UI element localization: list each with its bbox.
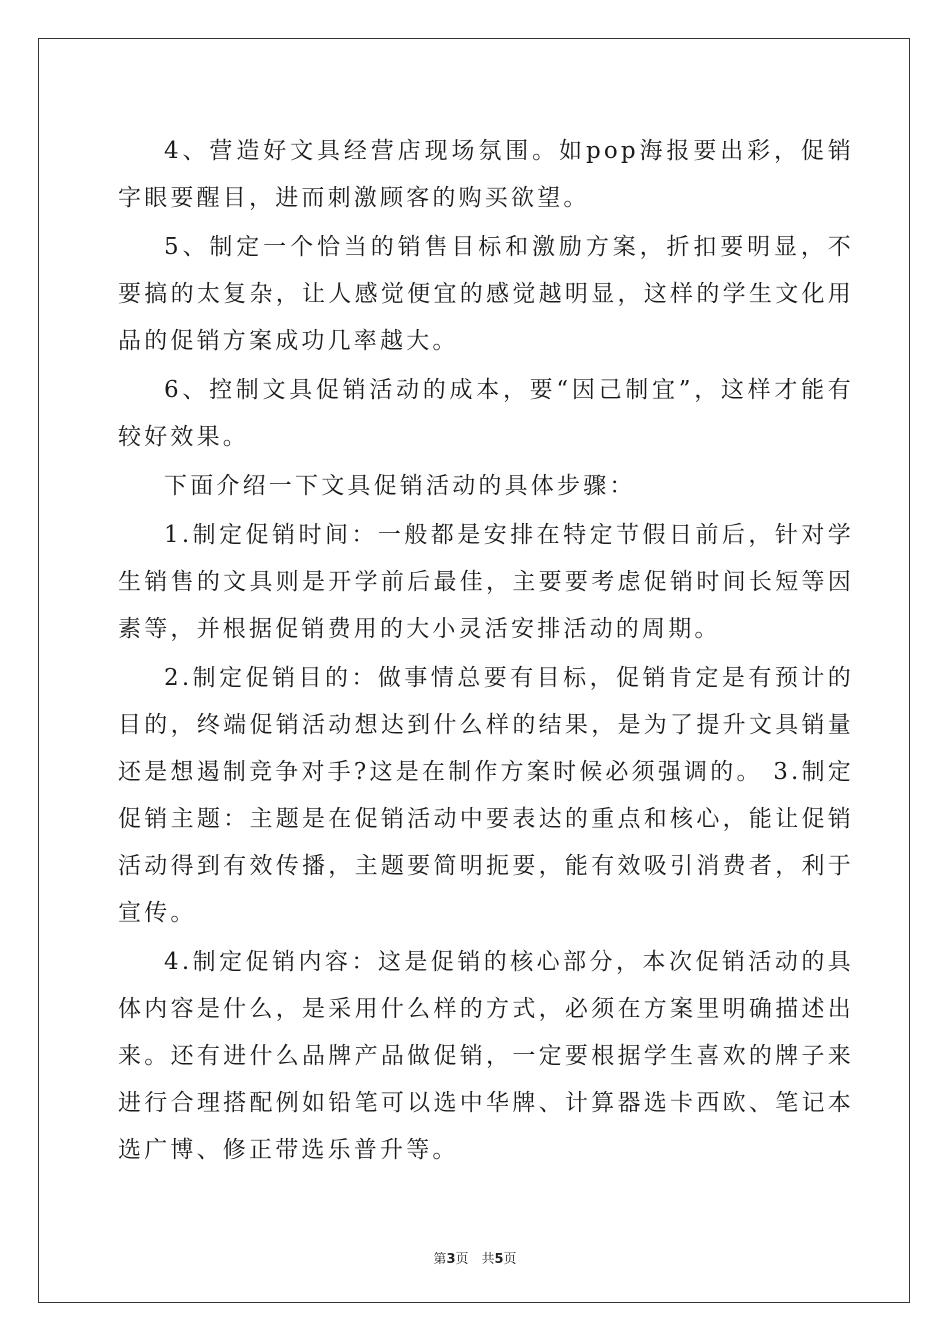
- paragraph-step-content: 4.制定促销内容：这是促销的核心部分，本次促销活动的具体内容是什么，是采用什么样的方式，必须在方案里明确描述出来。还有进什么品牌产品做促销，一定要根据学生喜欢的牌子来进行合理搭配例如铅笔可以选中华牌、计算器选卡西欧、笔记本选广博、修正带选乐普升等。: [118, 949, 854, 1163]
- paragraph-cost-control: 6、控制文具促销活动的成本，要“因己制宜”，这样才能有较好效果。: [118, 377, 854, 450]
- footer-total-pages: 5: [494, 1252, 504, 1267]
- document-body: [118, 128, 854, 1174]
- footer-current-page: 3: [446, 1252, 456, 1267]
- footer-prefix: 第: [433, 1252, 447, 1267]
- paragraph-steps-intro: 下面介绍一下文具促销活动的具体步骤：: [164, 473, 636, 499]
- paragraph-step-purpose-theme: 2.制定促销目的：做事情总要有目标，促销肯定是有预计的目的，终端促销活动想达到什么样的结果，是为了提升文具销量还是想遏制竞争对手?这是在制作方案时候必须强调的。 3.制定促销主题：主题是在促销活动中要表达的重点和核心，能让促销活动得到有效传播，主题要简明扼要，能有效吸引消费者，利于宣传。: [118, 665, 854, 926]
- page-footer: [0, 1248, 950, 1267]
- footer-suffix: 页: [503, 1252, 517, 1267]
- footer-mid: 页 共: [455, 1252, 495, 1267]
- paragraph-atmosphere: 4、营造好文具经营店现场氛围。如pop海报要出彩，促销字眼要醒目，进而刺激顾客的购买欲望。: [118, 138, 854, 211]
- paragraph-step-time: 1.制定促销时间：一般都是安排在特定节假日前后，针对学生销售的文具则是开学前后最佳，主要要考虑促销时间长短等因素等，并根据促销费用的大小灵活安排活动的周期。: [118, 522, 854, 642]
- paragraph-sales-target: 5、制定一个恰当的销售目标和激励方案，折扣要明显，不要搞的太复杂，让人感觉便宜的感觉越明显，这样的学生文化用品的促销方案成功几率越大。: [118, 234, 854, 354]
